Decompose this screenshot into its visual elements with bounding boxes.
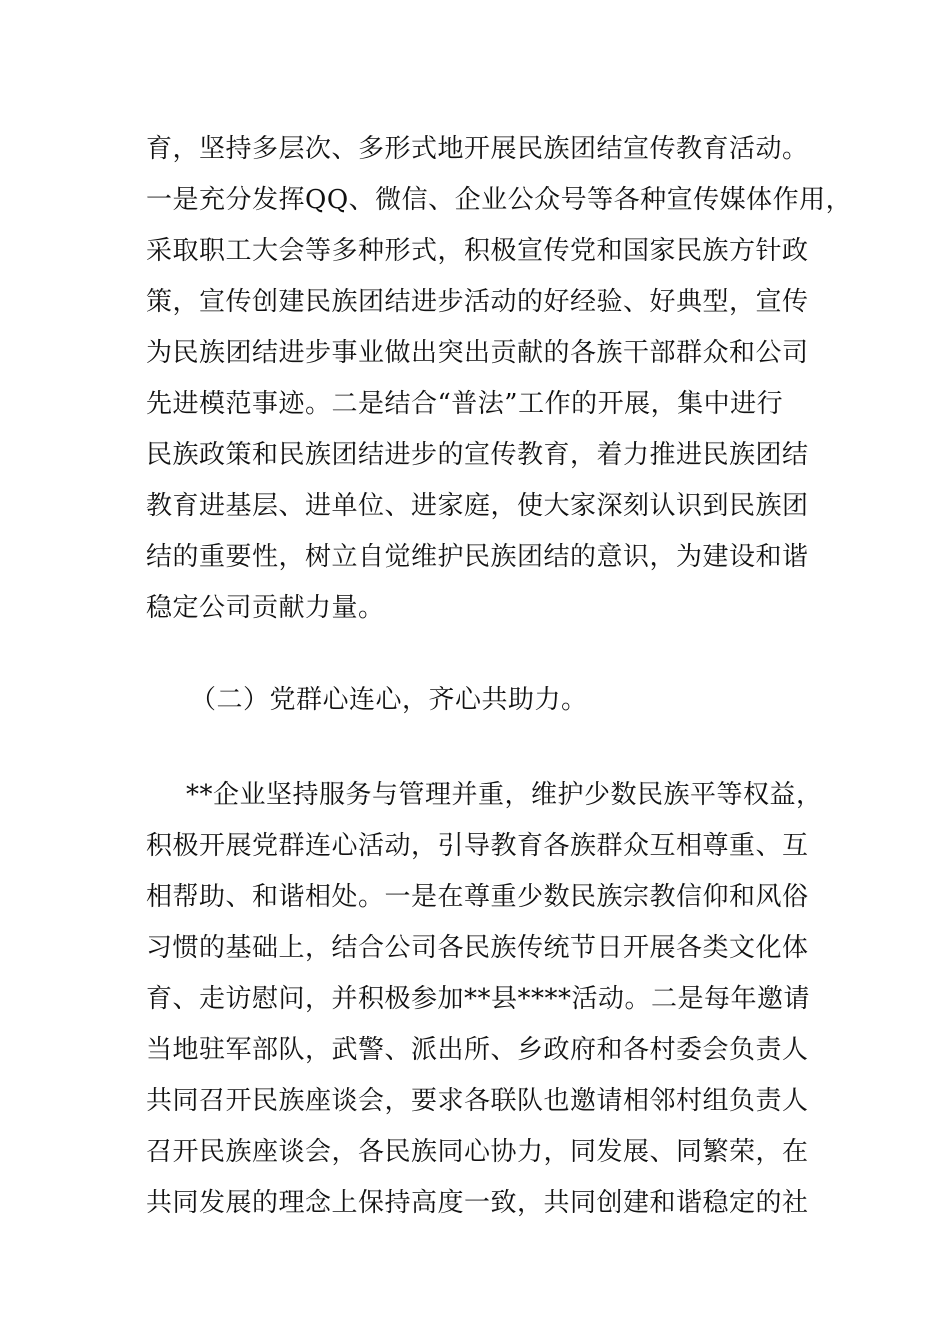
paragraph-2-line-3: 相帮助、和谐相处。一是在尊重少数民族宗教信仰和风俗: [146, 882, 809, 912]
paragraph-1-line-5: 为民族团结进步事业做出突出贡献的各族干部群众和公司: [146, 338, 809, 368]
paragraph-1-line-1: 育，坚持多层次、多形式地开展民族团结宣传教育活动。: [146, 134, 809, 164]
paragraph-2-line-5: 育、走访慰问，并积极参加**县****活动。二是每年邀请: [146, 984, 811, 1014]
paragraph-2-line-6: 当地驻军部队，武警、派出所、乡政府和各村委会负责人: [146, 1035, 809, 1065]
paragraph-2-line-9: 共同发展的理念上保持高度一致，共同创建和谐稳定的社: [146, 1188, 809, 1218]
paragraph-1-line-6: 先进模范事迹。二是结合“普法”工作的开展，集中进行: [146, 389, 784, 419]
paragraph-1-line-8: 教育进基层、进单位、进家庭，使大家深刻认识到民族团: [146, 491, 809, 521]
paragraph-1-line-3: 采取职工大会等多种形式，积极宣传党和国家民族方针政: [146, 236, 809, 266]
paragraph-2-line-1: **企业坚持服务与管理并重，维护少数民族平等权益，: [186, 780, 823, 810]
paragraph-2-line-4: 习惯的基础上，结合公司各民族传统节日开展各类文化体: [146, 933, 809, 963]
paragraph-2-line-7: 共同召开民族座谈会，要求各联队也邀请相邻村组负责人: [146, 1086, 809, 1116]
paragraph-1-line-9: 结的重要性，树立自觉维护民族团结的意识，为建设和谐: [146, 542, 809, 572]
paragraph-2-line-2: 积极开展党群连心活动，引导教育各族群众互相尊重、互: [146, 831, 809, 861]
paragraph-1-line-4: 策，宣传创建民族团结进步活动的好经验、好典型，宣传: [146, 287, 809, 317]
paragraph-1-line-2: 一是充分发挥QQ、微信、企业公众号等各种宣传媒体作用，: [146, 185, 853, 215]
paragraph-1-line-10: 稳定公司贡献力量。: [146, 593, 385, 623]
section-heading: （二）党群心连心，齐心共助力。: [190, 685, 588, 715]
paragraph-2-line-8: 召开民族座谈会，各民族同心协力，同发展、同繁荣，在: [146, 1137, 809, 1167]
paragraph-1-line-7: 民族政策和民族团结进步的宣传教育，着力推进民族团结: [146, 440, 809, 470]
